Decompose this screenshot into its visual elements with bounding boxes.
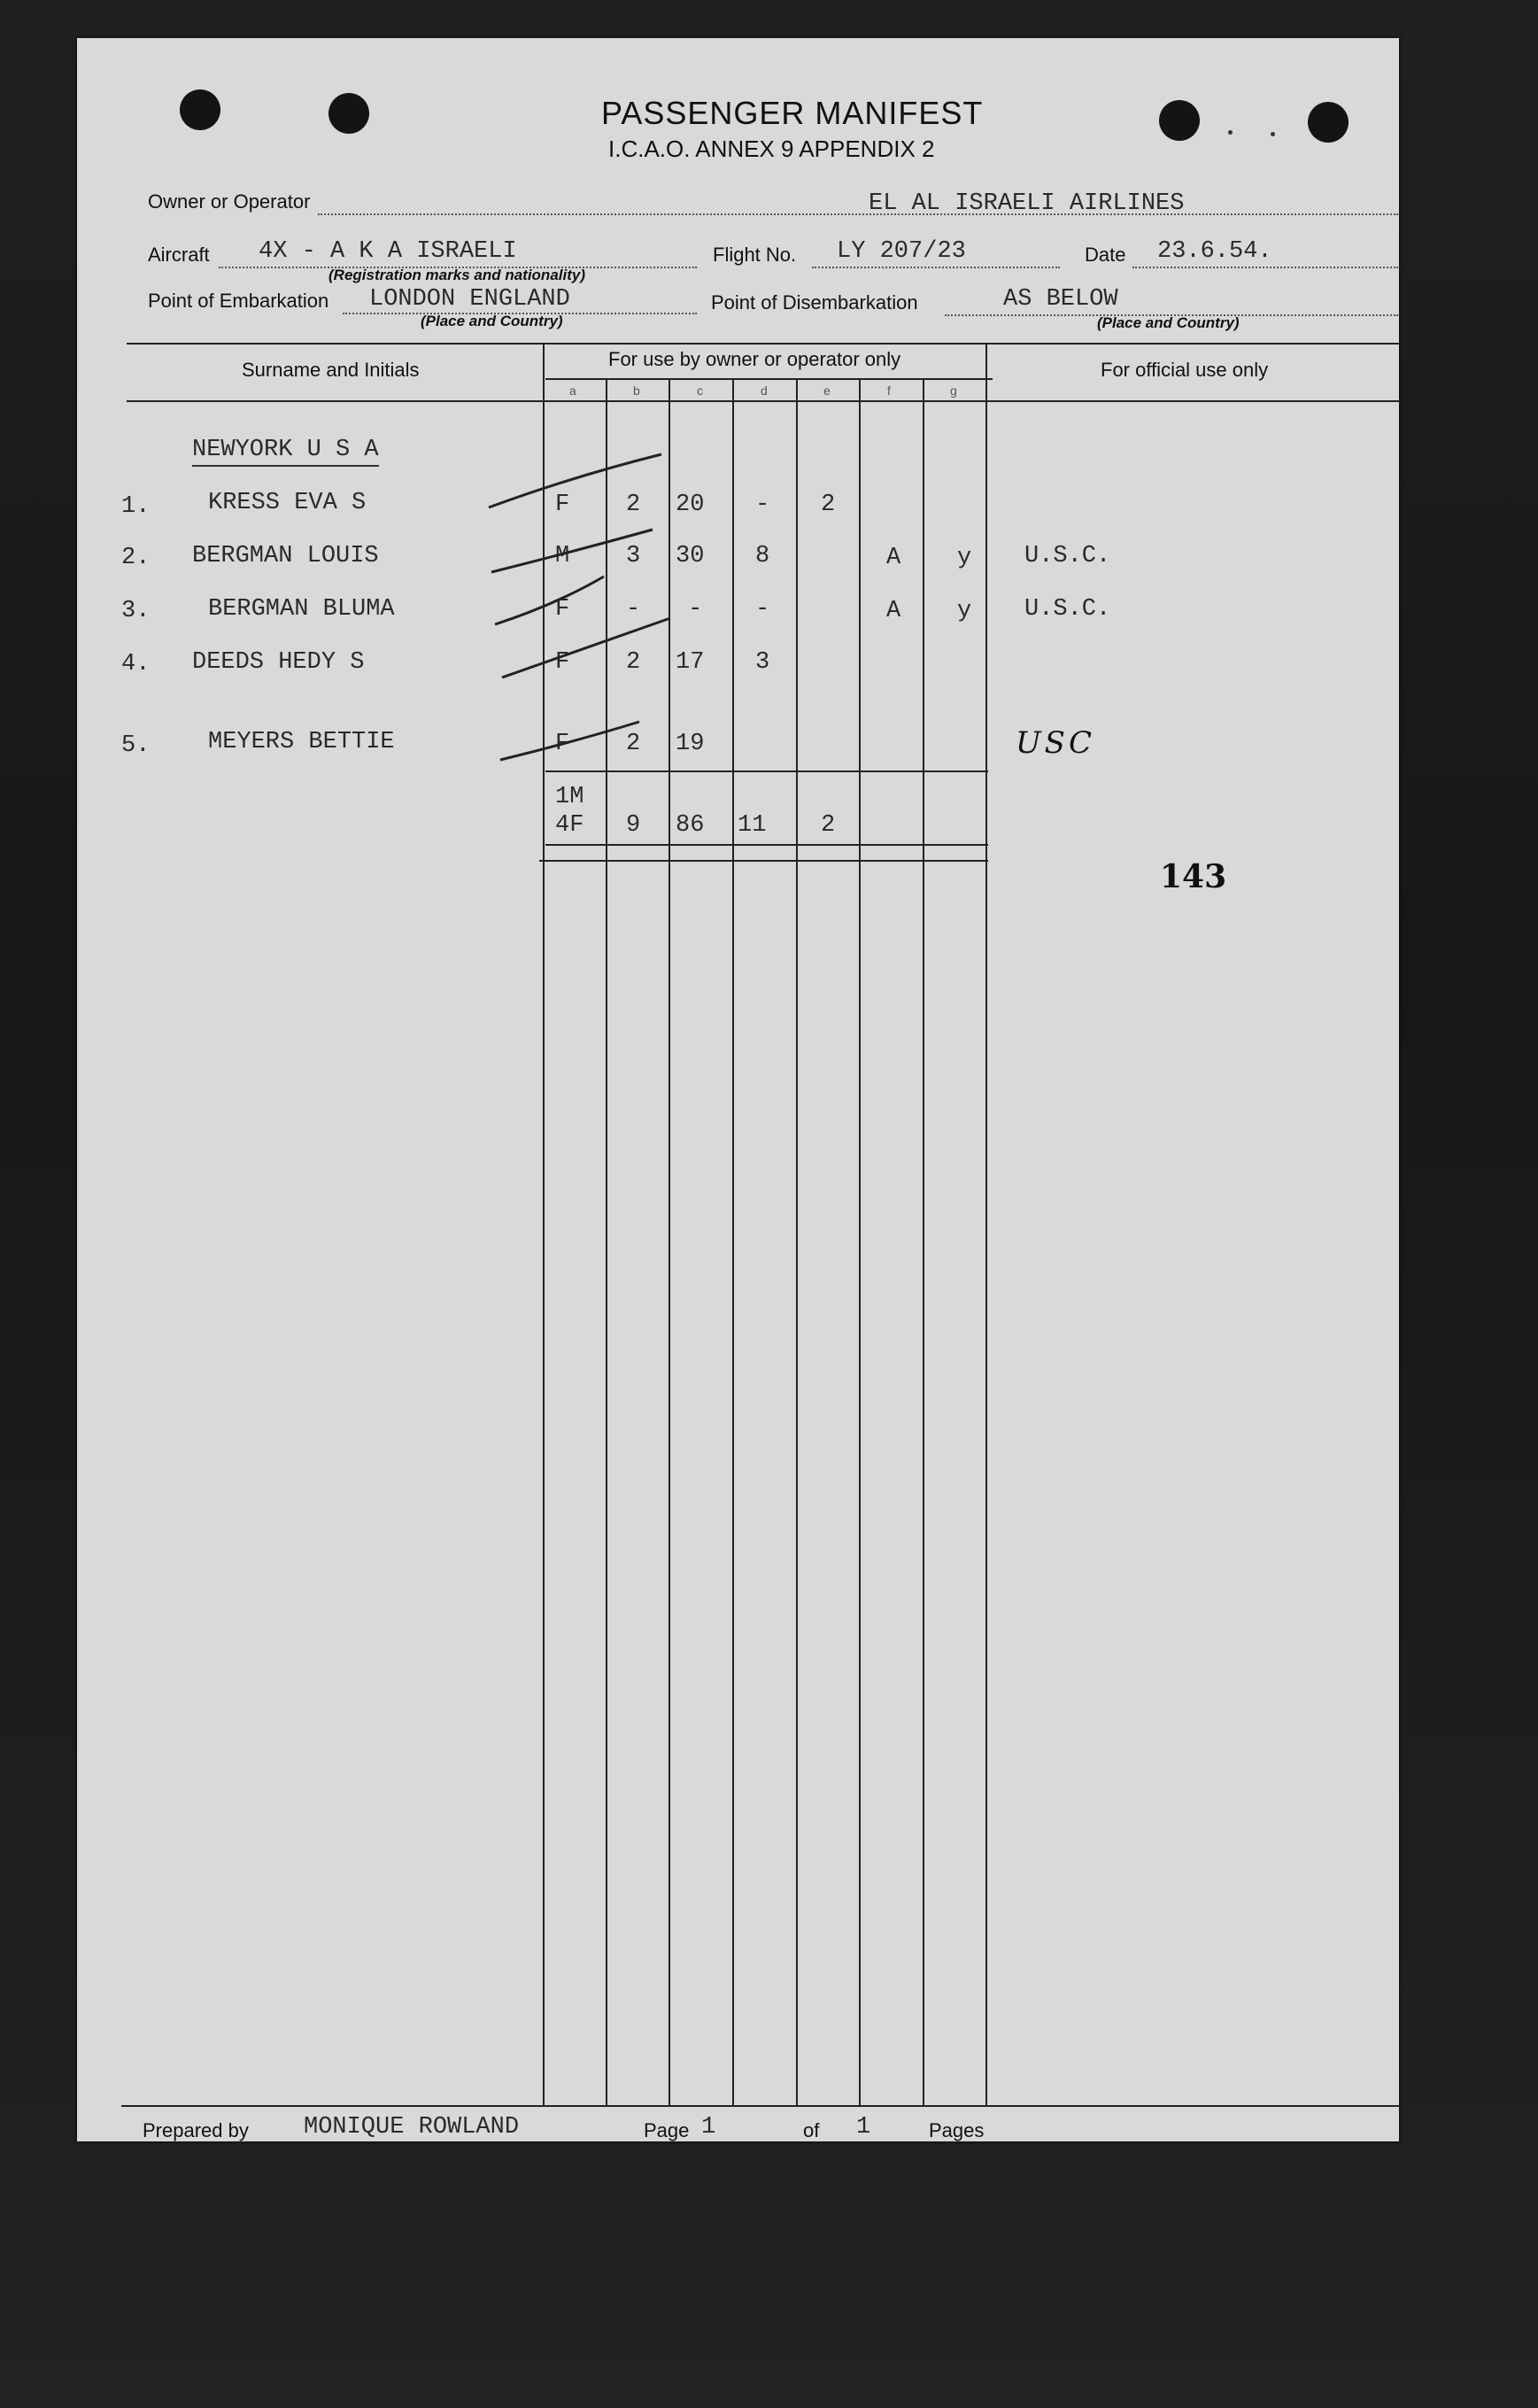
aircraft-value: 4X - A K A ISRAELI bbox=[259, 238, 517, 265]
flight-label: Flight No. bbox=[713, 244, 797, 266]
prepared-by-label: Prepared by bbox=[143, 2119, 249, 2141]
manifest-page: PASSENGER MANIFEST I.C.A.O. ANNEX 9 APPENDIX 2 Owner or Operator EL AL ISRAELI AIRLINES Aircraft 4X - A K A ISRAELI (Registration marks and nationality) Flight No. LY 207/23 Date 23.6.54. Point of Embarkation LONDON ENGLAND (Place and Country) Point of Disembarkation AS BELOW (Place and Country) Surname and Initials For use by owner or operator only For official use only a b c d e f g NEWYORK U S A 1. KRESS EVA S F 2 20 - 2 2. BERGMAN LOUIS M 3 30 8 A y U.S.C. 3. BERGMAN BLUMA F - - - A y U.S.C. 4. DEEDS HEDY S F 2 17 3 5. MEYERS BETTIE F 2 19 USC 1M 4F 9 86 11 2 143 Prepared by MONIQUE ROWLAND Page 1 of 1 Pages bbox=[77, 38, 1399, 2141]
embarkation-value: LONDON ENGLAND bbox=[369, 286, 570, 313]
operator-column-header: For use by owner or operator only bbox=[608, 348, 901, 370]
embarkation-label: Point of Embarkation bbox=[148, 290, 329, 312]
subcol-b: b bbox=[633, 383, 640, 398]
date-label: Date bbox=[1085, 244, 1126, 266]
page-title: PASSENGER MANIFEST bbox=[601, 95, 984, 131]
subcol-f: f bbox=[887, 383, 891, 398]
subcol-a: a bbox=[569, 383, 576, 398]
stamp-number: 143 bbox=[1160, 858, 1227, 895]
aircraft-label: Aircraft bbox=[148, 244, 210, 266]
aircraft-note: (Registration marks and nationality) bbox=[328, 267, 585, 283]
of-label: of bbox=[803, 2119, 820, 2141]
subcol-e: e bbox=[823, 383, 831, 398]
subcol-d: d bbox=[761, 383, 768, 398]
disembarkation-label: Point of Disembarkation bbox=[711, 291, 918, 314]
pen-marks bbox=[77, 38, 1399, 924]
pages-label: Pages bbox=[929, 2119, 985, 2141]
official-column-header: For official use only bbox=[1101, 359, 1269, 381]
destination-heading: NEWYORK U S A bbox=[192, 437, 379, 467]
page-total: 1 bbox=[856, 2114, 871, 2141]
subcol-c: c bbox=[697, 383, 703, 398]
subcol-g: g bbox=[950, 383, 957, 398]
owner-value: EL AL ISRAELI AIRLINES bbox=[869, 190, 1185, 217]
flight-value: LY 207/23 bbox=[837, 238, 966, 265]
surname-column-header: Surname and Initials bbox=[242, 359, 420, 381]
page-subtitle: I.C.A.O. ANNEX 9 APPENDIX 2 bbox=[608, 135, 935, 162]
prepared-by-value: MONIQUE ROWLAND bbox=[304, 2114, 520, 2141]
disembarkation-value: AS BELOW bbox=[1003, 286, 1118, 313]
date-value: 23.6.54. bbox=[1157, 238, 1272, 265]
owner-label: Owner or Operator bbox=[148, 190, 311, 213]
disembarkation-note: (Place and Country) bbox=[1097, 314, 1240, 331]
page-label: Page bbox=[644, 2119, 690, 2141]
page-number: 1 bbox=[701, 2114, 716, 2141]
embarkation-note: (Place and Country) bbox=[421, 313, 563, 329]
